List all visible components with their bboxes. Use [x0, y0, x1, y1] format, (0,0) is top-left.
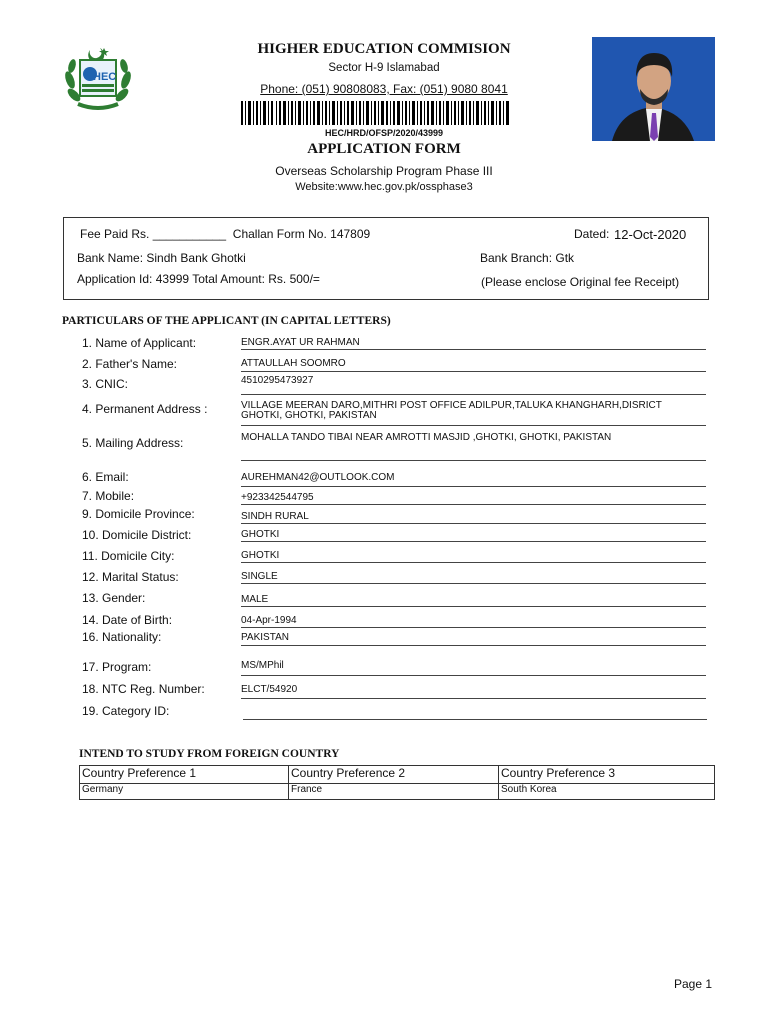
barcode-icon	[241, 101, 509, 125]
field-value-father: ATTAULLAH SOOMRO	[241, 358, 346, 369]
table-header-cell: Country Preference 1	[80, 766, 289, 784]
field-label-gender: 13. Gender:	[82, 591, 146, 605]
application-info: Application Id: 43999 Total Amount: Rs. 500/=	[77, 272, 320, 286]
field-value-cnic: 4510295473927	[241, 375, 314, 386]
field-value-permanent-address: VILLAGE MEERAN DARO,MITHRI POST OFFICE ADILPUR,TALUKA KHANGHARH,DISRICT	[241, 400, 662, 411]
table-header-cell: Country Preference 3	[499, 766, 715, 784]
fee-paid-line: Fee Paid Rs. ___________ Challan Form No. 147809	[80, 227, 371, 241]
dated-value: 12-Oct-2020	[614, 227, 687, 242]
field-value-email: AUREHMAN42@OUTLOOK.COM	[241, 472, 395, 483]
table-cell: South Korea	[499, 784, 715, 800]
field-value-domicile-district: GHOTKI	[241, 529, 280, 540]
field-line	[241, 486, 706, 487]
bank-branch: Bank Branch: Gtk	[480, 251, 575, 265]
table-cell: Germany	[80, 784, 289, 800]
applicant-portrait-icon	[592, 37, 715, 141]
field-line	[241, 606, 706, 607]
bank-name: Bank Name: Sindh Bank Ghotki	[77, 251, 246, 265]
field-value-domicile-province: SINDH RURAL	[241, 511, 309, 522]
field-label-program: 17. Program:	[82, 660, 152, 674]
field-line	[241, 698, 706, 699]
barcode	[241, 101, 509, 125]
applicant-photo	[592, 37, 715, 141]
particulars-heading: PARTICULARS OF THE APPLICANT (IN CAPITAL LETTERS)	[62, 315, 391, 327]
field-label-cnic: 3. CNIC:	[82, 377, 129, 391]
field-line	[241, 675, 706, 676]
dated-label: Dated:	[574, 227, 610, 241]
field-label-domicile-district: 10. Domicile District:	[82, 528, 192, 542]
study-heading: INTEND TO STUDY FROM FOREIGN COUNTRY	[79, 748, 340, 760]
field-line	[241, 504, 706, 505]
field-label-dob: 14. Date of Birth:	[82, 613, 173, 627]
field-label-marital-status: 12. Marital Status:	[82, 570, 179, 584]
website: Website:www.hec.gov.pk/ossphase3	[295, 181, 473, 193]
field-value-permanent-address-line2: GHOTKI, GHOTKI, PAKISTAN	[241, 410, 377, 421]
field-line	[241, 460, 706, 461]
field-value-ntc: ELCT/54920	[241, 684, 298, 695]
field-line	[241, 541, 706, 542]
field-value-domicile-city: GHOTKI	[241, 550, 280, 561]
field-line	[241, 645, 706, 646]
table-cell: France	[289, 784, 499, 800]
field-line	[241, 562, 706, 563]
field-value-program: MS/MPhil	[241, 660, 284, 671]
fee-receipt-note: (Please enclose Original fee Receipt)	[481, 275, 680, 289]
field-label-mobile: 7. Mobile:	[82, 489, 135, 503]
field-label-father: 2. Father's Name:	[82, 357, 177, 371]
field-line	[241, 583, 706, 584]
field-line	[241, 349, 706, 350]
field-value-name: ENGR.AYAT UR RAHMAN	[241, 337, 360, 348]
field-label-domicile-province: 9. Domicile Province:	[82, 507, 195, 521]
field-label-nationality: 16. Nationality:	[82, 630, 162, 644]
program-title: Overseas Scholarship Program Phase III	[275, 164, 493, 178]
page-number: Page 1	[674, 977, 713, 991]
field-label-domicile-city: 11. Domicile City:	[82, 549, 175, 563]
field-line	[241, 523, 706, 524]
field-label-name: 1. Name of Applicant:	[82, 336, 197, 350]
table-header-cell: Country Preference 2	[289, 766, 499, 784]
org-title: HIGHER EDUCATION COMMISION	[257, 41, 511, 57]
form-title: APPLICATION FORM	[307, 141, 461, 157]
table-header-row	[80, 766, 715, 784]
country-preference-table	[79, 765, 715, 800]
field-line	[243, 719, 707, 720]
field-label-ntc: 18. NTC Reg. Number:	[82, 682, 205, 696]
field-line	[241, 394, 706, 395]
field-label-email: 6. Email:	[82, 470, 129, 484]
field-line	[241, 371, 706, 372]
org-address: Sector H-9 Islamabad	[328, 62, 440, 74]
field-value-gender: MALE	[241, 594, 269, 605]
table-row	[80, 784, 715, 800]
field-value-marital-status: SINGLE	[241, 571, 278, 582]
field-label-category: 19. Category ID:	[82, 704, 170, 718]
field-line	[241, 425, 706, 426]
logo-text: HEC	[93, 71, 117, 83]
field-value-mobile: +923342544795	[241, 492, 314, 503]
field-line	[241, 627, 706, 628]
field-label-mailing-address: 5. Mailing Address:	[82, 436, 184, 450]
field-value-dob: 04-Apr-1994	[241, 615, 297, 626]
reference-number: HEC/HRD/OFSP/2020/43999	[324, 128, 444, 138]
contact-phone: Phone: (051) 90808083, Fax: (051) 9080 8041	[260, 82, 508, 96]
field-label-permanent-address: 4. Permanent Address :	[82, 402, 208, 416]
field-value-mailing-address: MOHALLA TANDO TIBAI NEAR AMROTTI MASJID ,GHOTKI, GHOTKI, PAKISTAN	[241, 432, 612, 443]
field-value-nationality: PAKISTAN	[241, 632, 289, 643]
